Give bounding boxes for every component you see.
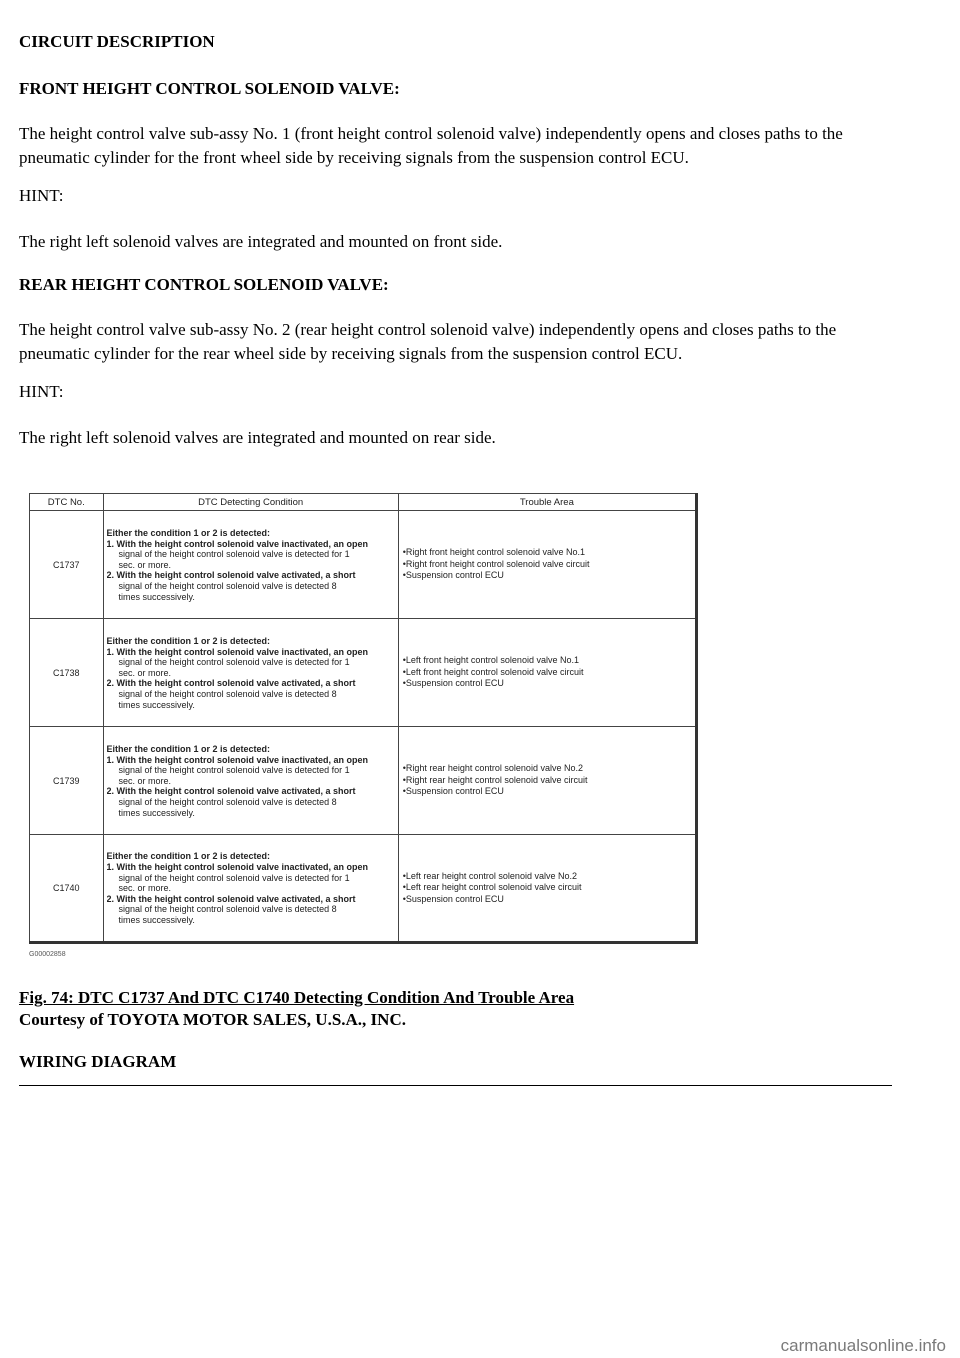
- condition-line: 1. With the height control solenoid valve inactivated, an open: [106, 754, 368, 765]
- paragraph-front-solenoid: The height control valve sub-assy No. 1 (front height control solenoid valve) independently opens and closes paths to the pneumatic cylinder for the front wheel side by receiving signals from the suspension control ECU.: [19, 124, 843, 167]
- condition-cell: [103, 727, 398, 835]
- figure-caption-title: Fig. 74: DTC C1737 And DTC C1740 Detecting Condition And Trouble Area: [19, 988, 575, 1007]
- trouble-area-item: •Right front height control solenoid valve circuit: [402, 558, 590, 569]
- condition-line: 2. With the height control solenoid valve activated, a short: [106, 893, 356, 904]
- condition-line: Either the condition 1 or 2 is detected:: [106, 528, 271, 539]
- trouble-area-item: •Suspension control ECU: [402, 678, 504, 689]
- condition-line: 1. With the height control solenoid valve inactivated, an open: [106, 538, 368, 549]
- condition-line: 1. With the height control solenoid valve inactivated, an open: [106, 646, 368, 657]
- trouble-area-item: •Left rear height control solenoid valve No.2: [402, 870, 577, 881]
- heading-wiring-diagram: WIRING DIAGRAM: [19, 1052, 177, 1071]
- hint-label-front: HINT:: [19, 186, 64, 205]
- condition-line: signal of the height control solenoid valve is detected for 1: [118, 872, 350, 883]
- condition-cell: [103, 511, 398, 619]
- header-dtc-no: DTC No.: [30, 494, 104, 511]
- condition-line: signal of the height control solenoid valve is detected 8: [118, 581, 337, 591]
- heading-circuit-description: CIRCUIT DESCRIPTION: [19, 32, 215, 51]
- trouble-area-item: •Right rear height control solenoid valve No.2: [402, 763, 583, 774]
- dtc-table-figure: [29, 493, 698, 944]
- condition-line: Either the condition 1 or 2 is detected:: [106, 743, 271, 754]
- condition-line: 1. With the height control solenoid valve inactivated, an open: [106, 862, 368, 873]
- trouble-area-cell: [398, 727, 696, 835]
- condition-line: times successively.: [118, 699, 195, 710]
- trouble-area-item: •Suspension control ECU: [402, 570, 504, 581]
- table-row: [30, 619, 697, 727]
- figure-courtesy: Courtesy of TOYOTA MOTOR SALES, U.S.A., INC.: [19, 1010, 406, 1029]
- table-row: [30, 511, 697, 619]
- condition-line: Either the condition 1 or 2 is detected:: [106, 851, 271, 862]
- trouble-area-cell: [398, 619, 696, 727]
- condition-line: 2. With the height control solenoid valve activated, a short: [106, 678, 356, 689]
- header-trouble-area: Trouble Area: [398, 494, 696, 511]
- trouble-area-item: •Left front height control solenoid valve circuit: [402, 666, 584, 677]
- horizontal-rule: [19, 1085, 892, 1086]
- condition-line: times successively.: [118, 914, 195, 925]
- hint-label-rear: HINT:: [19, 382, 64, 401]
- figure-code: G00002858: [29, 951, 66, 958]
- paragraph-rear-solenoid: The height control valve sub-assy No. 2 (rear height control solenoid valve) independently opens and closes paths to the pneumatic cylinder for the rear wheel side by receiving signals from the suspension control ECU.: [19, 320, 837, 363]
- table-header-row: [30, 494, 697, 511]
- table-row: [30, 727, 697, 835]
- table-row: [30, 835, 697, 943]
- watermark: carmanualsonline.info: [780, 1336, 946, 1355]
- header-detecting-condition: DTC Detecting Condition: [103, 494, 398, 511]
- condition-line: 2. With the height control solenoid valve activated, a short: [106, 786, 356, 797]
- trouble-area-item: •Suspension control ECU: [402, 786, 504, 797]
- trouble-area-item: •Left front height control solenoid valve No.1: [402, 655, 579, 666]
- dtc-code-cell: C1738: [30, 619, 104, 727]
- trouble-area-item: •Right rear height control solenoid valve circuit: [402, 774, 588, 785]
- heading-rear-solenoid: REAR HEIGHT CONTROL SOLENOID VALVE:: [19, 275, 389, 294]
- condition-line: sec. or more.: [118, 883, 172, 894]
- condition-cell: [103, 619, 398, 727]
- hint-text-front: The right left solenoid valves are integrated and mounted on front side.: [19, 232, 503, 251]
- condition-line: signal of the height control solenoid valve is detected for 1: [118, 657, 350, 668]
- condition-line: sec. or more.: [118, 667, 172, 678]
- trouble-area-cell: [398, 835, 696, 943]
- condition-cell: [103, 835, 398, 943]
- condition-line: sec. or more.: [118, 559, 172, 570]
- dtc-code-cell: C1739: [30, 727, 104, 835]
- hint-text-rear: The right left solenoid valves are integrated and mounted on rear side.: [19, 428, 496, 447]
- dtc-code-cell: C1740: [30, 835, 104, 943]
- dtc-table: [29, 493, 698, 944]
- condition-line: times successively.: [118, 807, 195, 818]
- condition-line: times successively.: [118, 591, 195, 602]
- figure-caption: [19, 987, 574, 1031]
- condition-line: signal of the height control solenoid valve is detected 8: [118, 904, 337, 915]
- condition-line: signal of the height control solenoid valve is detected for 1: [118, 765, 350, 776]
- heading-front-solenoid: FRONT HEIGHT CONTROL SOLENOID VALVE:: [19, 79, 400, 98]
- dtc-code-cell: C1737: [30, 511, 104, 619]
- condition-line: signal of the height control solenoid valve is detected for 1: [118, 549, 350, 560]
- condition-line: signal of the height control solenoid valve is detected 8: [118, 688, 337, 699]
- trouble-area-cell: [398, 511, 696, 619]
- trouble-area-item: •Suspension control ECU: [402, 893, 504, 904]
- condition-line: signal of the height control solenoid valve is detected 8: [118, 796, 337, 807]
- trouble-area-item: •Right front height control solenoid valve No.1: [402, 547, 585, 558]
- trouble-area-item: •Left rear height control solenoid valve circuit: [402, 882, 582, 893]
- condition-line: Either the condition 1 or 2 is detected:: [106, 635, 271, 646]
- condition-line: 2. With the height control solenoid valve activated, a short: [106, 570, 356, 581]
- condition-line: sec. or more.: [118, 775, 172, 786]
